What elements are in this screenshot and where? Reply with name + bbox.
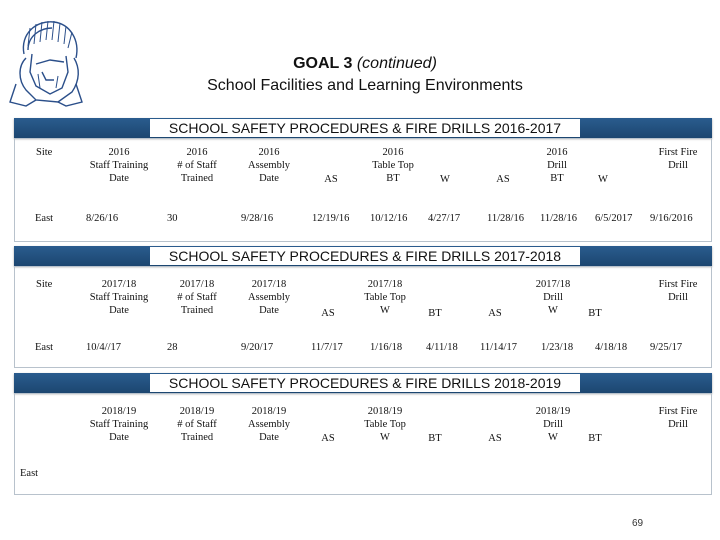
cell-site: East bbox=[35, 213, 54, 224]
header-table-top: 2018/19 Table Top W bbox=[364, 406, 406, 443]
cell-table-top: 10/12/16 bbox=[370, 213, 408, 224]
cell-site: East bbox=[35, 342, 54, 353]
page-subtitle: School Facilities and Learning Environments bbox=[207, 77, 523, 94]
header-as-1: AS bbox=[321, 308, 335, 319]
page-title: GOAL 3 (continued) bbox=[293, 55, 437, 72]
cell-as-2: 11/28/16 bbox=[487, 213, 524, 224]
cell-num-staff: 30 bbox=[167, 213, 178, 224]
cell-as-1: 12/19/16 bbox=[312, 213, 350, 224]
section-title-2016-2017: SCHOOL SAFETY PROCEDURES & FIRE DRILLS 2016-2017 bbox=[150, 119, 580, 137]
spartan-helmet-logo bbox=[6, 14, 86, 110]
cell-bt-2: 4/18/18 bbox=[595, 342, 628, 353]
header-as-1: AS bbox=[324, 174, 338, 185]
header-staff-training: 2017/18 Staff Training Date bbox=[89, 279, 149, 316]
header-as-2: AS bbox=[488, 433, 502, 444]
header-table-top: 2017/18 Table Top W bbox=[364, 279, 406, 316]
header-first-fire-drill: First Fire Drill bbox=[658, 406, 698, 430]
header-table-top: 2016 Table Top BT bbox=[372, 147, 414, 184]
cell-staff-training-date: 8/26/16 bbox=[86, 213, 119, 224]
header-bt-2: BT bbox=[588, 433, 602, 444]
header-drill: 2017/18 Drill W bbox=[535, 279, 571, 316]
cell-drill: 1/23/18 bbox=[541, 342, 574, 353]
header-as-2: AS bbox=[496, 174, 510, 185]
header-first-fire-drill: First Fire Drill bbox=[658, 279, 698, 303]
header-num-staff: 2017/18 # of Staff Trained bbox=[177, 279, 217, 316]
cell-assembly-date: 9/20/17 bbox=[241, 342, 274, 353]
cell-w-1: 4/27/17 bbox=[428, 213, 461, 224]
header-as-2: AS bbox=[488, 308, 502, 319]
header-drill: 2018/19 Drill W bbox=[535, 406, 571, 443]
cell-assembly-date: 9/28/16 bbox=[241, 213, 274, 224]
page-number: 69 bbox=[632, 518, 644, 529]
header-drill: 2016 Drill BT bbox=[546, 147, 568, 184]
cell-site: East bbox=[20, 468, 39, 479]
header-num-staff: 2018/19 # of Staff Trained bbox=[177, 406, 217, 443]
header-site: Site bbox=[36, 279, 53, 290]
cell-w-2: 6/5/2017 bbox=[595, 213, 633, 224]
cell-as-1: 11/7/17 bbox=[311, 342, 343, 353]
header-staff-training: 2016 Staff Training Date bbox=[89, 147, 149, 184]
section-title-2018-2019: SCHOOL SAFETY PROCEDURES & FIRE DRILLS 2018-2019 bbox=[150, 374, 580, 392]
header-site: Site bbox=[36, 147, 53, 158]
cell-as-2: 11/14/17 bbox=[480, 342, 517, 353]
header-num-staff: 2016 # of Staff Trained bbox=[177, 147, 217, 184]
cell-first-fire-drill: 9/16/2016 bbox=[650, 213, 693, 224]
table-2016-2017 bbox=[14, 138, 712, 242]
table-2018-2019 bbox=[14, 393, 712, 495]
header-bt-1: BT bbox=[428, 308, 442, 319]
cell-staff-training-date: 10/4//17 bbox=[86, 342, 122, 353]
cell-drill: 11/28/16 bbox=[540, 213, 577, 224]
header-staff-training: 2018/19 Staff Training Date bbox=[89, 406, 149, 443]
header-assembly: 2018/19 Assembly Date bbox=[248, 406, 290, 443]
header-as-1: AS bbox=[321, 433, 335, 444]
cell-bt-1: 4/11/18 bbox=[426, 342, 458, 353]
header-first-fire-drill: First Fire Drill bbox=[658, 147, 698, 171]
header-bt-2: BT bbox=[588, 308, 602, 319]
header-w-2: W bbox=[598, 174, 608, 185]
header-assembly: 2016 Assembly Date bbox=[248, 147, 290, 184]
cell-first-fire-drill: 9/25/17 bbox=[650, 342, 683, 353]
cell-table-top: 1/16/18 bbox=[370, 342, 403, 353]
header-w-1: W bbox=[440, 174, 450, 185]
header-bt-1: BT bbox=[428, 433, 442, 444]
table-2017-2018 bbox=[14, 266, 712, 368]
header-assembly: 2017/18 Assembly Date bbox=[248, 279, 290, 316]
cell-num-staff: 28 bbox=[167, 342, 178, 353]
section-title-2017-2018: SCHOOL SAFETY PROCEDURES & FIRE DRILLS 2017-2018 bbox=[150, 247, 580, 265]
